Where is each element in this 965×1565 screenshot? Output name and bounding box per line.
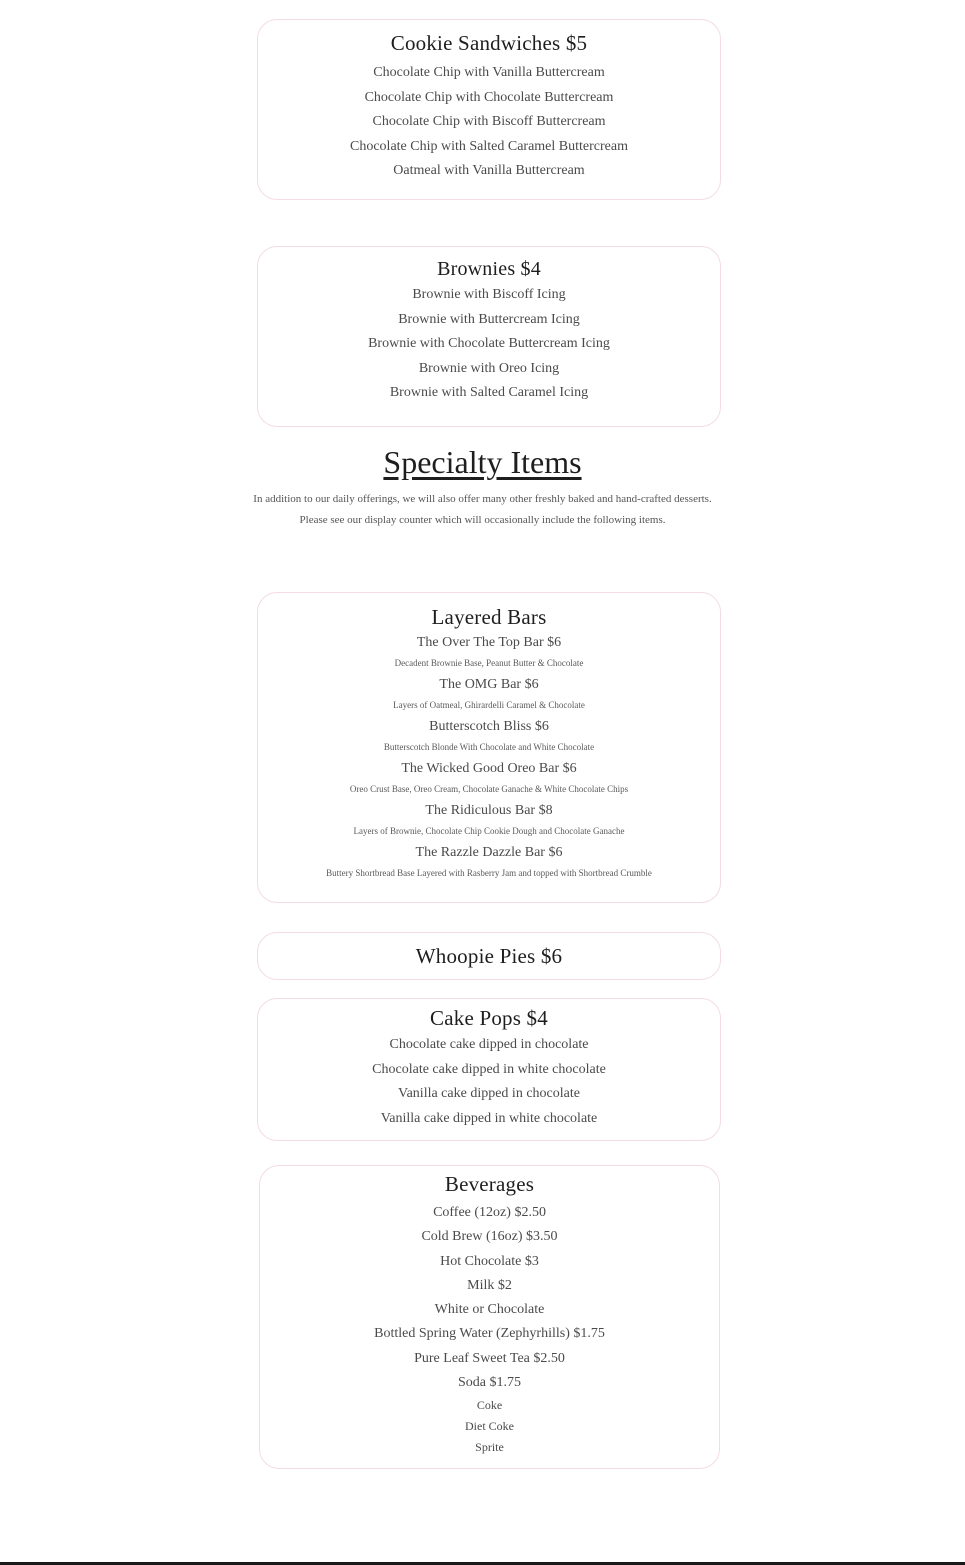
- specialty-section: [0, 442, 965, 531]
- bar-description: Layers of Brownie, Chocolate Chip Cookie Dough and Chocolate Ganache: [353, 826, 625, 836]
- bar-description: Decadent Brownie Base, Peanut Butter & Chocolate: [394, 658, 584, 668]
- cookie-sandwiches-title: Cookie Sandwiches $5: [390, 31, 588, 55]
- beverage-item: Milk $2: [467, 1277, 512, 1293]
- menu-item: Chocolate Chip with Chocolate Buttercream: [364, 89, 614, 105]
- bar-name: The OMG Bar $6: [439, 677, 539, 692]
- specialty-intro-line: Please see our display counter which will occasionally include the following items.: [299, 514, 666, 526]
- bar-name: Butterscotch Bliss $6: [429, 719, 549, 734]
- bar-description: Buttery Shortbread Base Layered with Rasberry Jam and topped with Shortbread Crumble: [326, 868, 652, 878]
- menu-item: Vanilla cake dipped in white chocolate: [380, 1110, 598, 1126]
- beverage-item: Bottled Spring Water (Zephyrhills) $1.75: [374, 1326, 605, 1342]
- beverage-item: Coffee (12oz) $2.50: [433, 1205, 546, 1220]
- cake-pops-card: [257, 998, 721, 1141]
- soda-option: Coke: [476, 1398, 503, 1413]
- layered-bars-title: Layered Bars: [431, 605, 547, 629]
- menu-item: Brownie with Buttercream Icing: [398, 311, 580, 327]
- beverage-item: Cold Brew (16oz) $3.50: [421, 1229, 558, 1245]
- menu-item: Chocolate cake dipped in white chocolate: [372, 1061, 606, 1077]
- menu-item: Vanilla cake dipped in chocolate: [398, 1086, 580, 1101]
- whoopie-pies-title: Whoopie Pies $6: [415, 944, 563, 968]
- soda-option: Diet Coke: [465, 1419, 514, 1434]
- menu-item: Oatmeal with Vanilla Buttercream: [393, 163, 585, 179]
- beverage-item: Hot Chocolate $3: [440, 1253, 539, 1269]
- layered-bars-card: [257, 592, 721, 903]
- bar-description: Butterscotch Blonde With Chocolate and White Chocolate: [383, 742, 595, 752]
- menu-item: Chocolate Chip with Biscoff Buttercream: [372, 114, 606, 130]
- soda-option: Sprite: [475, 1440, 504, 1455]
- whoopie-pies-card: [257, 932, 721, 980]
- beverage-item: Soda $1.75: [458, 1375, 521, 1391]
- menu-item: Brownie with Biscoff Icing: [412, 287, 566, 302]
- brownies-card: [257, 246, 721, 427]
- cake-pops-title: Cake Pops $4: [430, 1006, 548, 1030]
- bar-name: The Razzle Dazzle Bar $6: [415, 845, 563, 860]
- bar-name: The Ridiculous Bar $8: [425, 803, 553, 818]
- menu-item: Brownie with Salted Caramel Icing: [389, 385, 589, 400]
- beverages-title: Beverages: [444, 1172, 535, 1196]
- beverage-item: White or Chocolate: [434, 1302, 545, 1318]
- menu-item: Brownie with Chocolate Buttercream Icing: [368, 336, 610, 351]
- menu-item: Chocolate cake dipped in chocolate: [389, 1037, 589, 1052]
- bar-name: The Over The Top Bar $6: [416, 635, 562, 650]
- bar-description: Layers of Oatmeal, Ghirardelli Caramel & Chocolate: [393, 700, 585, 710]
- beverage-item: Pure Leaf Sweet Tea $2.50: [414, 1350, 565, 1366]
- specialty-intro: [0, 489, 965, 531]
- bar-description: Oreo Crust Base, Oreo Cream, Chocolate Ganache & White Chocolate Chips: [349, 784, 629, 794]
- cookie-sandwiches-card: [257, 19, 721, 200]
- menu-item: Chocolate Chip with Vanilla Buttercream: [373, 65, 605, 80]
- menu-item: Brownie with Oreo Icing: [418, 360, 560, 376]
- menu-item: Chocolate Chip with Salted Caramel Buttercream: [350, 138, 628, 154]
- bar-name: The Wicked Good Oreo Bar $6: [401, 761, 577, 776]
- beverages-card: [259, 1165, 720, 1469]
- specialty-intro-line: In addition to our daily offerings, we will also offer many other freshly baked and hand-crafted desserts.: [253, 493, 712, 505]
- specialty-heading: Specialty Items: [383, 444, 582, 480]
- brownies-title: Brownies $4: [437, 258, 541, 280]
